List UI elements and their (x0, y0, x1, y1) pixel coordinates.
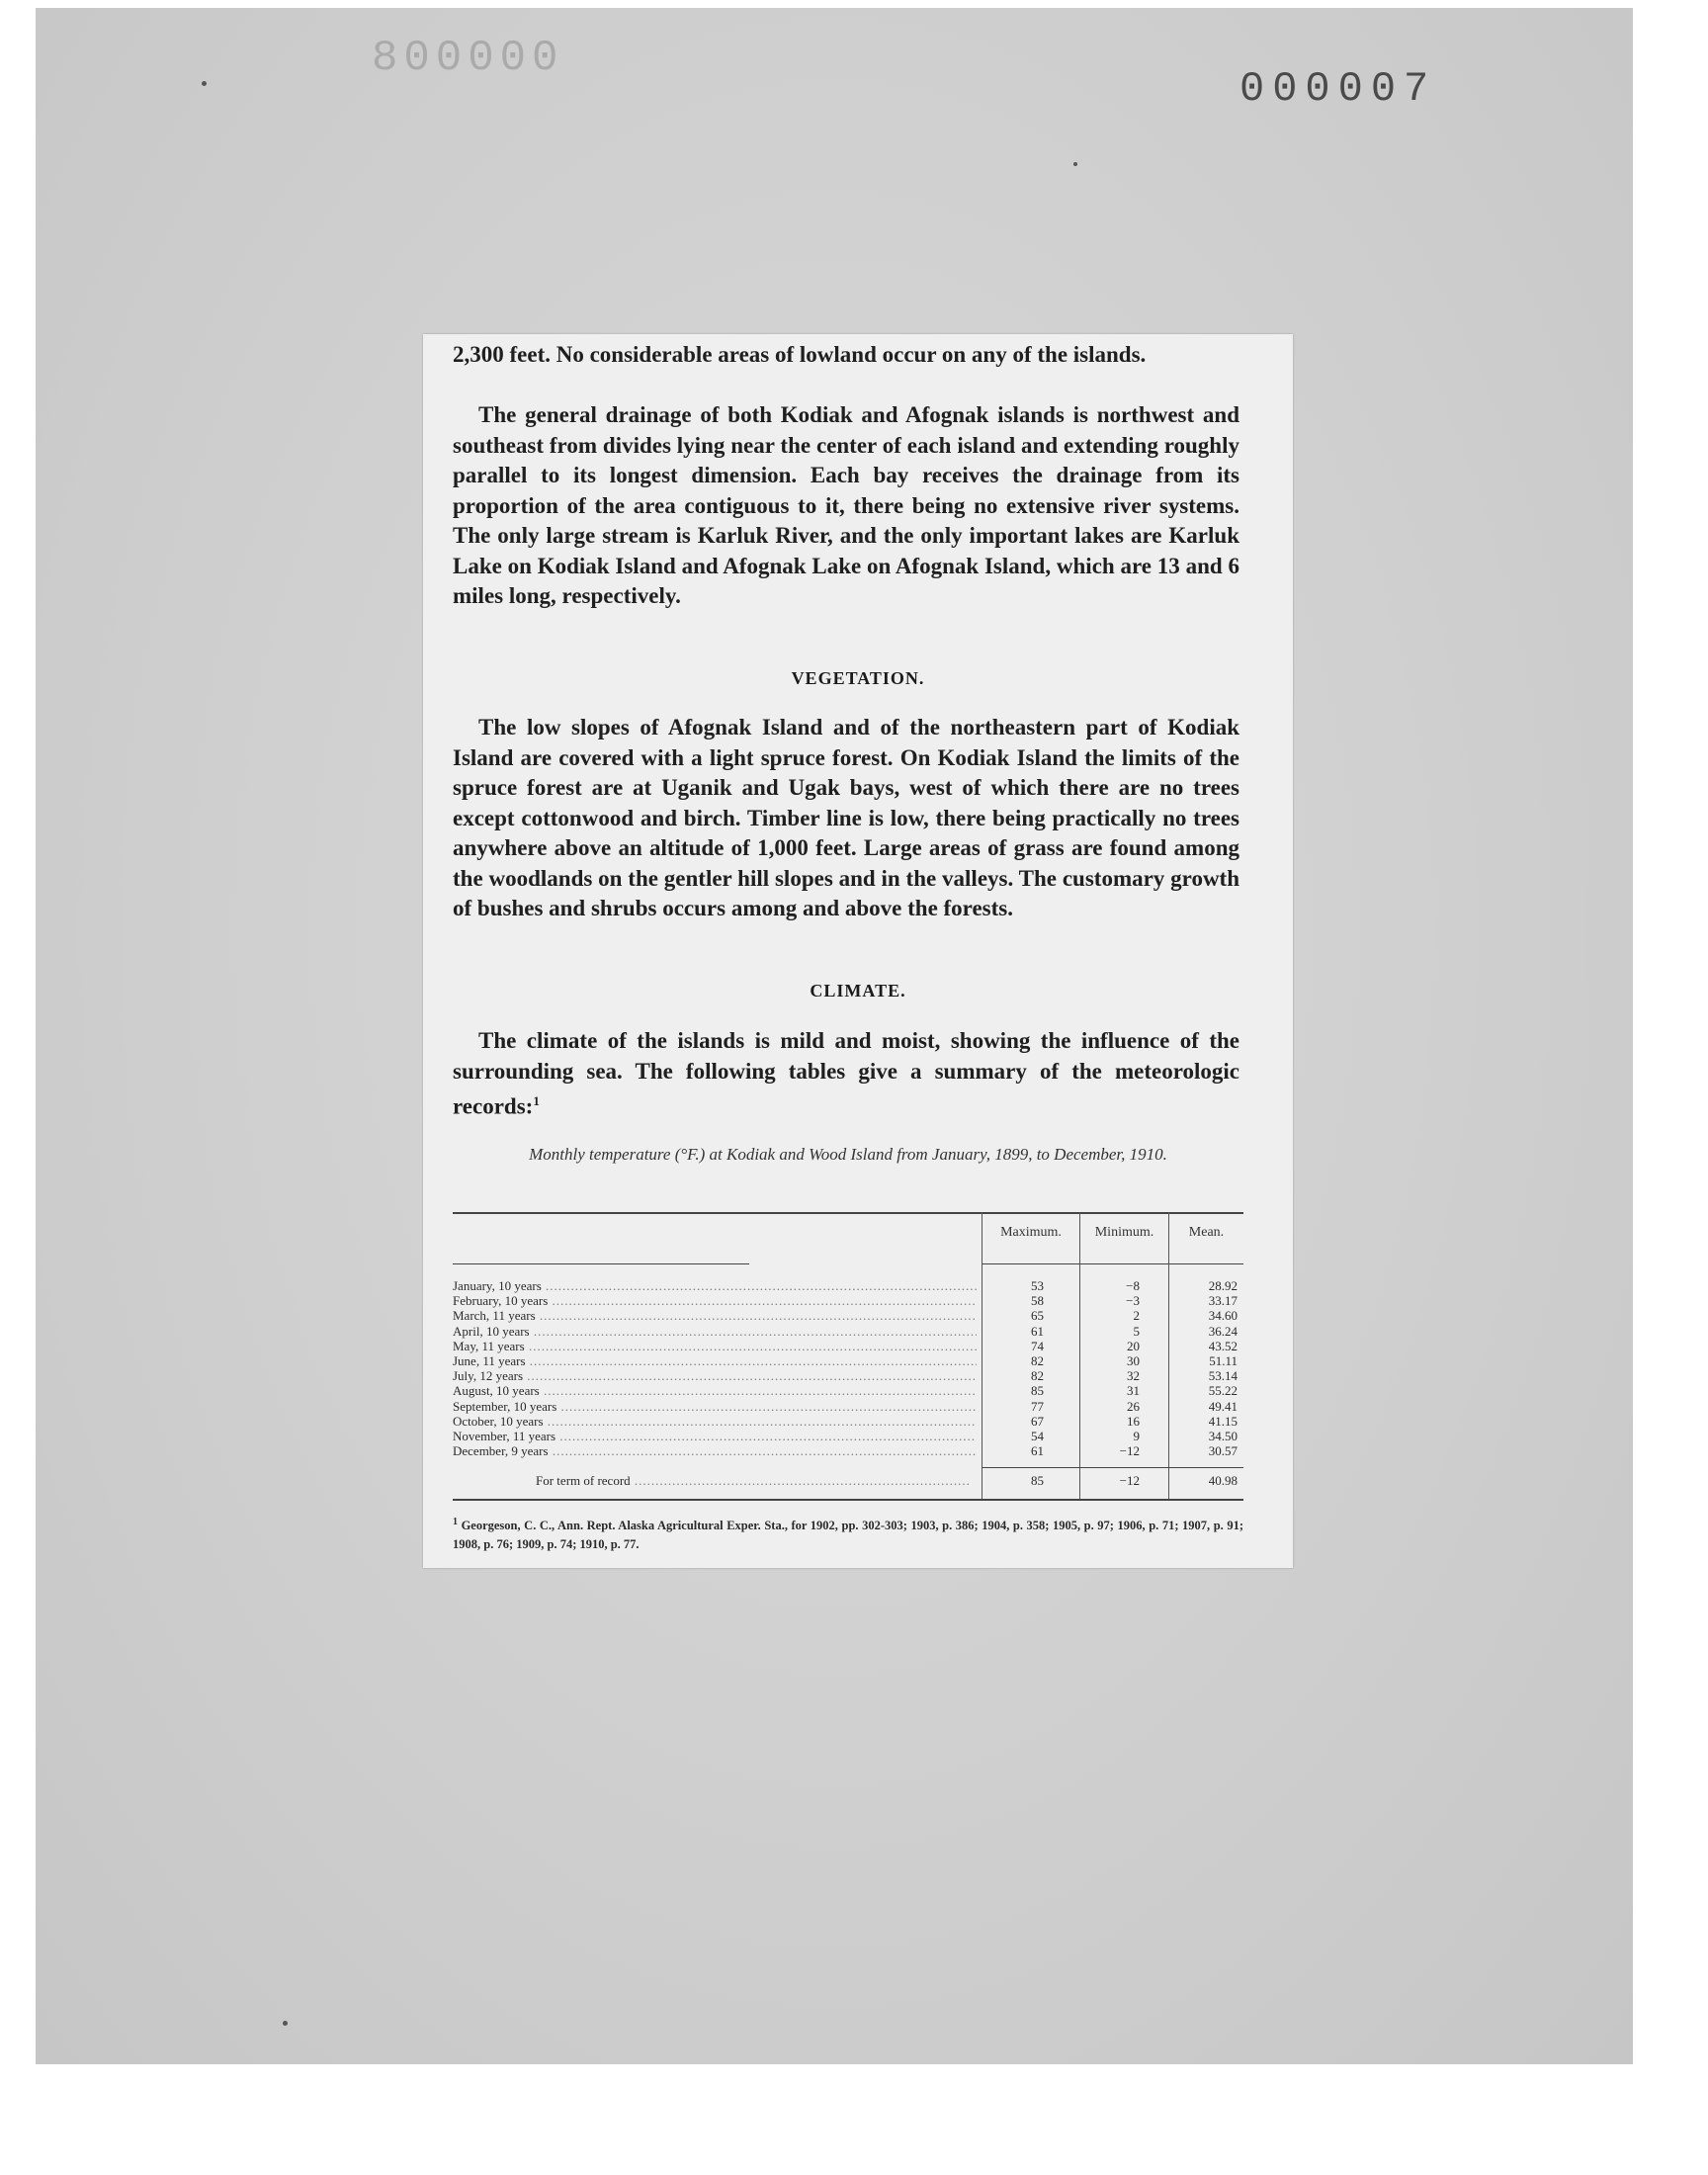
cell-maximum: 82 (1031, 1352, 1044, 1368)
dust-speck (1073, 162, 1077, 166)
paragraph-drainage: The general drainage of both Kodiak and Afognak islands is northwest and southeast from divides lying near the center of each island and extending roughly parallel to its longest dimension. Each bay receives the drainage from its proportion of the area contiguous to it, there being no extensive river systems. The only large stream is Karluk River, and the only important lakes are Karluk Lake on Kodiak Island and Afognak Lake on Afognak Island, which are 13 and 6 miles long, respectively. (453, 402, 1239, 608)
table-bottom-rule (453, 1499, 1243, 1501)
table-header-rule (982, 1263, 1243, 1264)
row-label: April, 10 years ..... (453, 1324, 977, 1339)
table-caption: Monthly temperature (°F.) at Kodiak and Wood Island from January, 1899, to December, 1910. (529, 1145, 1167, 1164)
table-row (453, 1429, 1243, 1443)
total-row-label: For term of record ..... (536, 1473, 971, 1489)
paragraph-lowland: 2,300 feet. No considerable areas of lowland occur on any of the islands. (453, 342, 1147, 367)
row-label: March, 11 years ..... (453, 1308, 977, 1323)
row-label: January, 10 years ..... (453, 1278, 977, 1293)
paragraph-climate (453, 1026, 1239, 1122)
table-total-rule (982, 1467, 1243, 1468)
table-total-row (453, 1473, 1243, 1491)
dust-speck (202, 81, 207, 86)
cell-minimum: −8 (1126, 1278, 1140, 1293)
column-header-maximum: Maximum. (1000, 1225, 1062, 1240)
table-row (453, 1324, 1243, 1339)
cell-minimum: 16 (1127, 1413, 1140, 1429)
cell-minimum: 30 (1127, 1352, 1140, 1368)
cell-mean: 43.52 (1208, 1338, 1238, 1353)
footnote-mark: 1 (453, 1517, 458, 1527)
cell-maximum: 58 (1031, 1293, 1044, 1309)
table-row (453, 1443, 1243, 1458)
table-row (453, 1399, 1243, 1414)
row-label: August, 10 years ..... (453, 1383, 977, 1398)
cell-maximum: 65 (1031, 1308, 1044, 1324)
row-label: October, 10 years ..... (453, 1414, 977, 1429)
total-maximum: 85 (1031, 1473, 1044, 1488)
heading-climate: CLIMATE. (810, 981, 906, 1000)
cell-minimum: −3 (1126, 1293, 1140, 1309)
paragraph-climate-text: The climate of the islands is mild and moist, showing the influence of the surrounding sea. The following tables give a summary of the meteorologic records: (453, 1028, 1239, 1119)
cell-minimum: 26 (1127, 1398, 1140, 1414)
column-header-mean: Mean. (1188, 1225, 1225, 1240)
cell-mean: 34.50 (1208, 1428, 1238, 1443)
cell-maximum: 61 (1031, 1323, 1044, 1339)
cell-mean: 49.41 (1208, 1398, 1238, 1414)
cell-maximum: 54 (1031, 1428, 1044, 1443)
cell-minimum: 20 (1127, 1338, 1140, 1353)
row-label: November, 11 years ..... (453, 1429, 977, 1443)
row-label: September, 10 years ..... (453, 1399, 977, 1414)
cell-mean: 36.24 (1208, 1323, 1238, 1339)
table-row (453, 1308, 1243, 1323)
page-stamp-number: 000007 (1239, 65, 1437, 113)
cell-minimum: 2 (1133, 1308, 1140, 1324)
cell-mean: 33.17 (1208, 1293, 1238, 1309)
cell-mean: 53.14 (1208, 1368, 1238, 1384)
cell-minimum: 31 (1127, 1383, 1140, 1399)
row-label: June, 11 years ..... (453, 1353, 977, 1368)
table-row (453, 1278, 1243, 1293)
cell-mean: 30.57 (1208, 1443, 1238, 1459)
row-label: May, 11 years ..... (453, 1339, 977, 1353)
table-row (453, 1293, 1243, 1308)
table-top-rule (453, 1212, 1243, 1214)
dust-speck (283, 2021, 288, 2026)
cell-maximum: 61 (1031, 1443, 1044, 1459)
cell-maximum: 82 (1031, 1368, 1044, 1384)
footnote-reference: 1 (533, 1093, 540, 1108)
cell-mean: 55.22 (1208, 1383, 1238, 1399)
table-row (453, 1414, 1243, 1429)
cell-minimum: −12 (1119, 1443, 1140, 1459)
total-mean: 40.98 (1208, 1473, 1238, 1488)
table-stub-rule (453, 1263, 749, 1264)
cell-maximum: 53 (1031, 1278, 1044, 1293)
cell-minimum: 32 (1127, 1368, 1140, 1384)
row-label: February, 10 years ..... (453, 1293, 977, 1308)
footnote-text: Georgeson, C. C., Ann. Rept. Alaska Agricultural Exper. Sta., for 1902, pp. 302-303; 1903, p. 386; 1904, p. 358; 1905, p. 97; 1906, p. 71; 1907, p. 91; 1908, p. 76; 1909, p. 74; 1910, p. 77. (453, 1519, 1244, 1552)
column-header-minimum: Minimum. (1094, 1225, 1154, 1240)
faint-stamp-number: 800000 (372, 34, 564, 83)
cell-maximum: 67 (1031, 1413, 1044, 1429)
cell-minimum: 5 (1133, 1323, 1140, 1339)
table-row (453, 1353, 1243, 1368)
scanned-sheet (36, 8, 1633, 2064)
temperature-table-body (453, 1278, 1243, 1458)
row-label: December, 9 years ..... (453, 1443, 977, 1458)
footnote (453, 1513, 1243, 1554)
table-row (453, 1383, 1243, 1398)
cell-maximum: 74 (1031, 1338, 1044, 1353)
total-minimum: −12 (1119, 1473, 1140, 1488)
row-label: July, 12 years ..... (453, 1368, 977, 1383)
cell-mean: 34.60 (1208, 1308, 1238, 1324)
cell-mean: 28.92 (1208, 1278, 1238, 1293)
cell-maximum: 77 (1031, 1398, 1044, 1414)
cell-maximum: 85 (1031, 1383, 1044, 1399)
cell-mean: 51.11 (1209, 1352, 1238, 1368)
document-page (423, 334, 1293, 1568)
table-row (453, 1339, 1243, 1353)
heading-vegetation: VEGETATION. (791, 668, 925, 688)
paragraph-vegetation: The low slopes of Afognak Island and of the northeastern part of Kodiak Island are covered with a light spruce forest. On Kodiak Island the limits of the spruce forest are at Uganik and Ugak bays, west of which there are no trees except cottonwood and birch. Timber line is low, there being practically no trees anywhere above an altitude of 1,000 feet. Large areas of grass are found among the woodlands on the gentler hill slopes and in the valleys. The customary growth of bushes and shrubs occurs among and above the forests. (453, 715, 1239, 920)
table-row (453, 1368, 1243, 1383)
cell-mean: 41.15 (1208, 1413, 1238, 1429)
cell-minimum: 9 (1133, 1428, 1140, 1443)
